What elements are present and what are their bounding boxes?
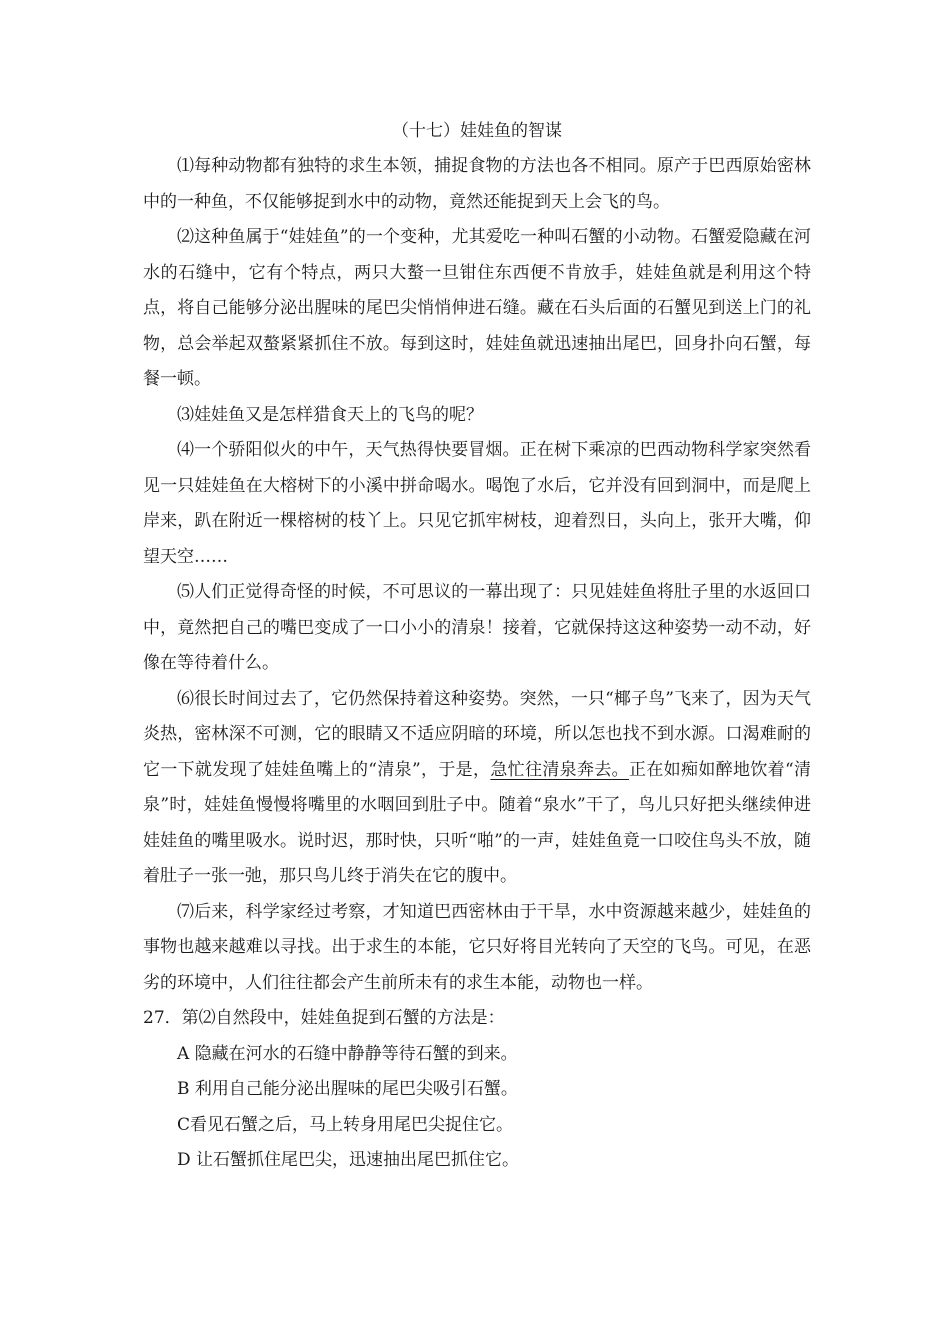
paragraph-6-text-after: 正在如痴如醉地饮着“清泉”时，娃娃鱼慢慢将嘴里的水咽回到肚子中。随着“泉水”干了，鸟儿只好把头继续伸进娃娃鱼的嘴里吸水。说时迟，那时快，只听“啪”的一声，娃娃鱼竟一口咬住鸟头不放，随着肚子一张一弛，那只鸟儿终于消失在它的腹中。 [143,759,812,886]
document-page [143,118,811,1179]
option-a: A 隐藏在河水的石缝中静静等待石蟹的到来。 [177,1043,518,1064]
paragraph-2: ⑵这种鱼属于“娃娃鱼”的一个变种，尤其爱吃一种叫石蟹的小动物。石蟹爱隐藏在河水的石缝中，它有个特点，两只大螯一旦钳住东西便不肯放手，娃娃鱼就是利用这个特点，将自己能够分泌出腥味的尾巴尖悄悄伸进石缝。藏在石头后面的石蟹见到送上门的礼物，总会举起双螯紧紧抓住不放。每到这时，娃娃鱼就迅速抽出尾巴，回身扑向石蟹，每餐一顿。 [143,227,811,389]
underlined-phrase: 急忙往清泉奔去。 [490,759,629,780]
paragraph-7: ⑺后来，科学家经过考察，才知道巴西密林由于干旱，水中资源越来越少，娃娃鱼的事物也越来越难以寻找。出于求生的本能，它只好将目光转向了天空的飞鸟。可见，在恶劣的环境中，人们往往都会产生前所未有的求生本能，动物也一样。 [143,901,811,993]
question-stem: 27．第⑵自然段中，娃娃鱼捉到石蟹的方法是： [143,1008,505,1028]
paragraph-5: ⑸人们正觉得奇怪的时候，不可思议的一幕出现了：只见娃娃鱼将肚子里的水返回口中，竟然把自己的嘴巴变成了一口小小的清泉！接着，它就保持这这种姿势一动不动，好像在等待着什么。 [143,582,811,673]
option-c: C看见石蟹之后，马上转身用尾巴尖捉住它。 [177,1114,514,1135]
paragraph-1: ⑴每种动物都有独特的求生本领，捕捉食物的方法也各不相同。原产于巴西原始密林中的一种鱼，不仅能够捉到水中的动物，竟然还能捉到天上会飞的鸟。 [143,156,811,212]
paragraph-4: ⑷一个骄阳似火的中午，天气热得快要冒烟。正在树下乘凉的巴西动物科学家突然看见一只娃娃鱼在大榕树下的小溪中拼命喝水。喝饱了水后，它并没有回到洞中，而是爬上岸来，趴在附近一棵榕树的枝丫上。只见它抓牢树枝，迎着烈日，头向上，张开大嘴，仰望天空…… [143,440,811,567]
paragraph-6-text-before: ⑹很长时间过去了，它仍然保持着这种姿势。突然，一只“椰子鸟”飞来了，因为天气炎热，密林深不可测，它的眼睛又不适应阴暗的环境，所以怎也找不到水源。口渴难耐的它一下就发现了娃娃鱼嘴上的“清泉”，于是， [143,688,811,780]
paragraph-6 [143,682,811,895]
paragraph-3: ⑶娃娃鱼又是怎样猎食天上的飞鸟的呢？ [177,404,483,425]
article-title: （十七）娃娃鱼的智谋 [392,121,562,141]
answer-options [143,1037,811,1179]
option-b: B 利用自己能分泌出腥味的尾巴尖吸引石蟹。 [177,1079,518,1099]
option-d: D 让石蟹抓住尾巴尖，迅速抽出尾巴抓住它。 [177,1150,520,1170]
